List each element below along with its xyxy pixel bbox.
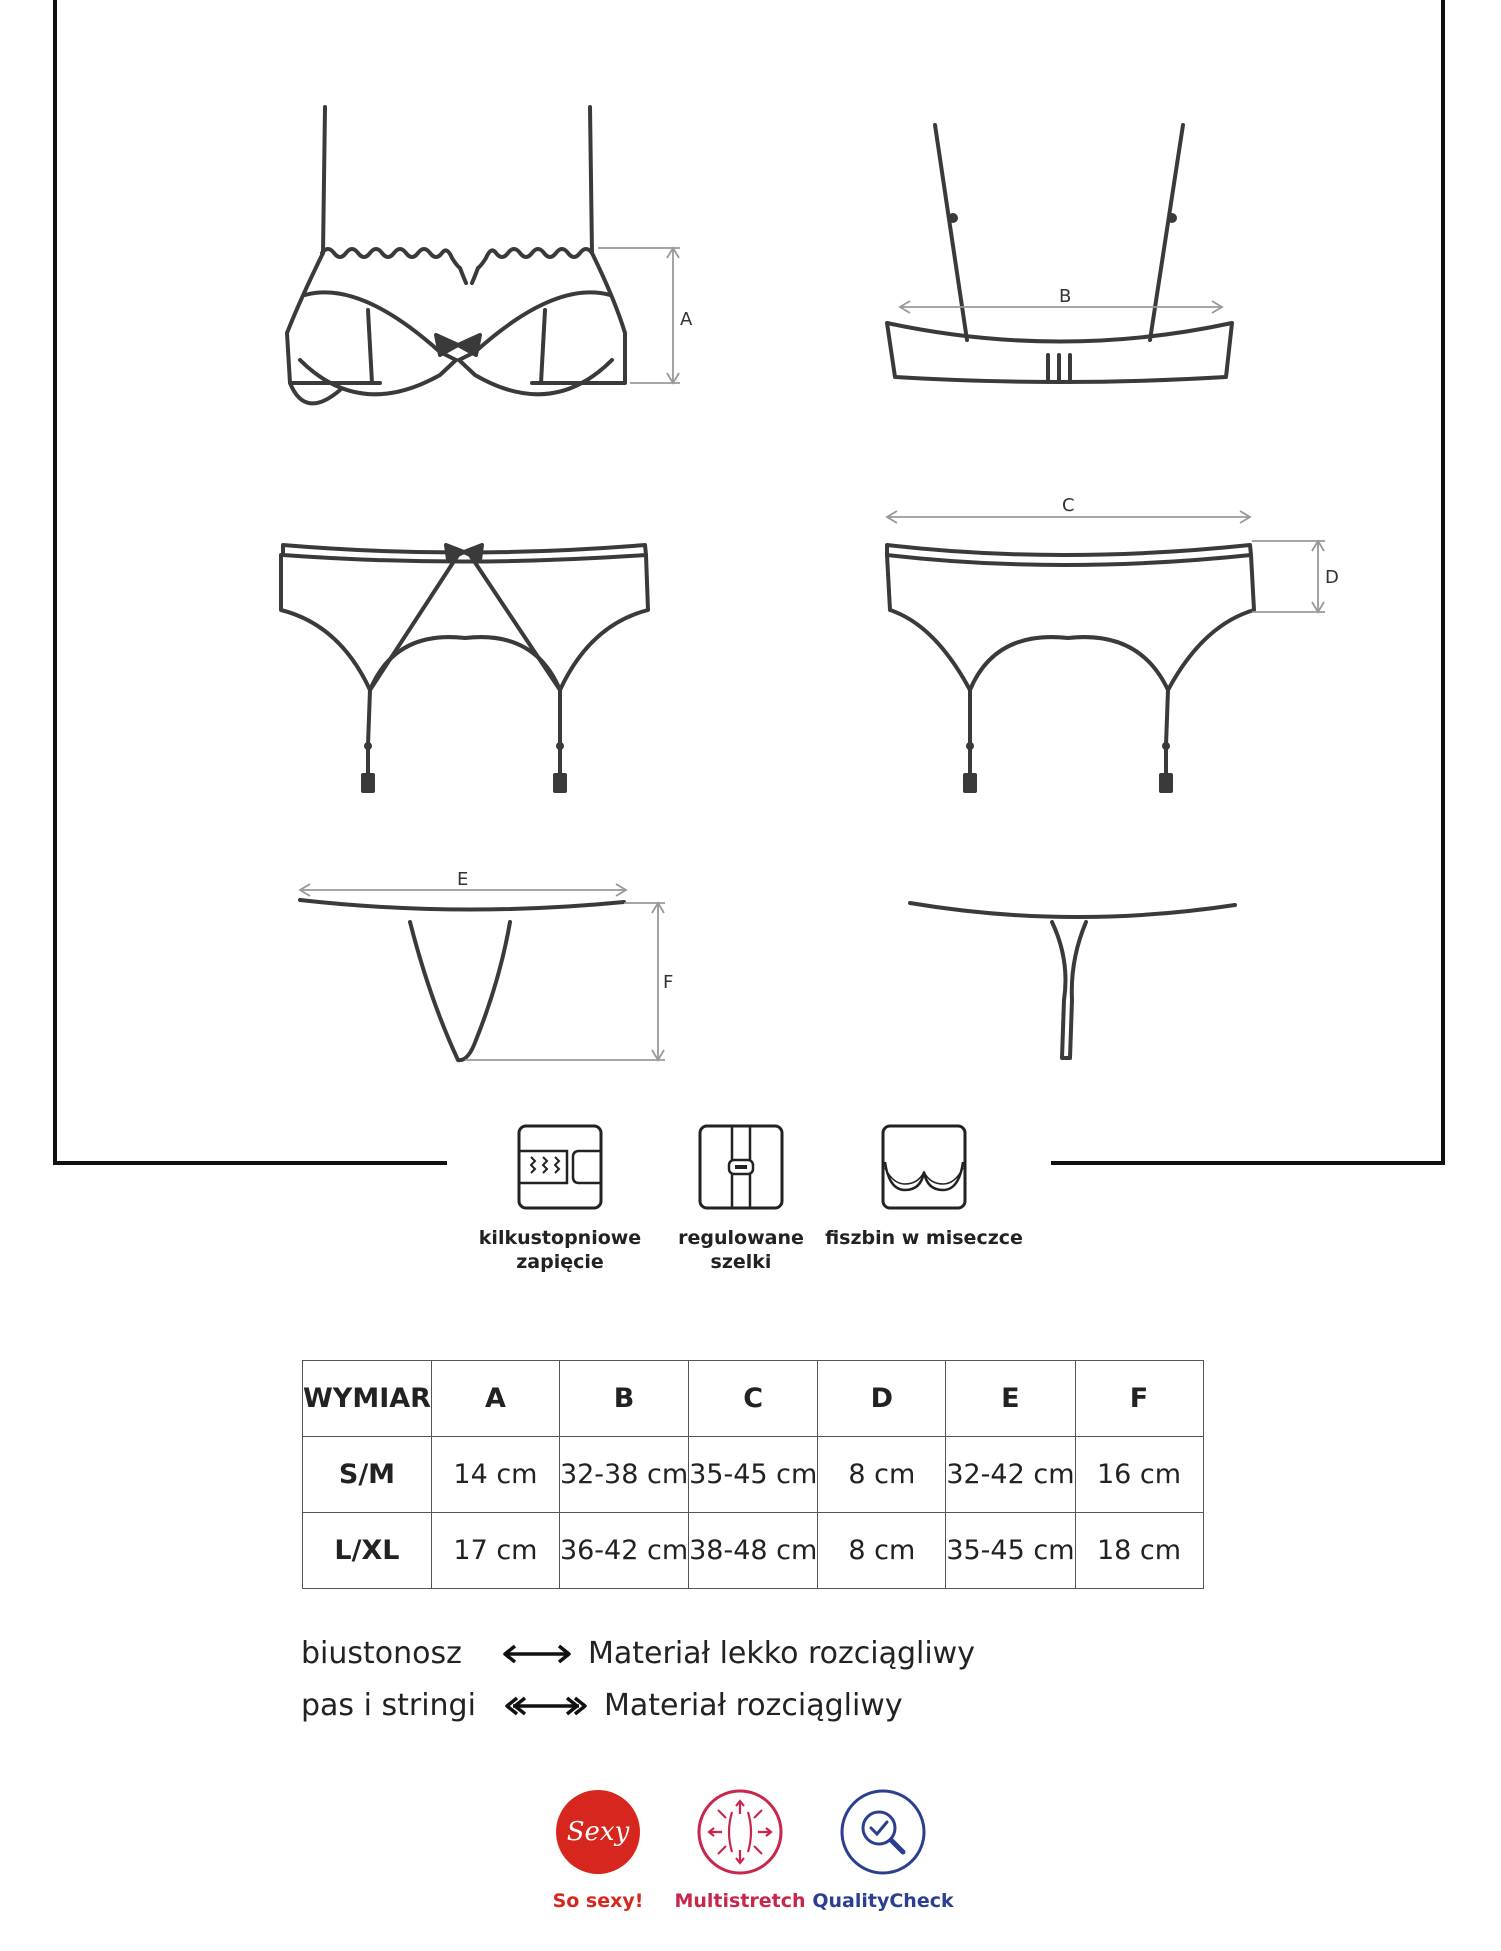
table-size-cell: L/XL (303, 1513, 432, 1589)
feature-label-line1: fiszbin w miseczce (825, 1227, 1023, 1249)
table-row (303, 1513, 1204, 1589)
feature-label-line1: kilkustopniowe (478, 1227, 642, 1249)
size-table (302, 1360, 1204, 1589)
table-cell: 18 cm (1075, 1513, 1203, 1589)
adjustable-strap-icon (698, 1124, 784, 1210)
feature-multi-hook-clasp (460, 1124, 660, 1274)
table-cell: 14 cm (431, 1437, 559, 1513)
table-row (303, 1437, 1204, 1513)
thong-front-drawing (300, 900, 624, 1060)
garter-clip-right (555, 775, 565, 791)
badge-label: QualityCheck (812, 1890, 954, 1912)
table-header-cell: F (1075, 1361, 1203, 1437)
table-cell: 35-45 cm (946, 1513, 1075, 1589)
legend-item-label: pas i stringi (301, 1688, 476, 1723)
table-cell: 17 cm (431, 1513, 559, 1589)
badge-so-sexy (518, 1788, 678, 1912)
dimension-e-label: E (457, 869, 469, 890)
bra-back-drawing (887, 125, 1232, 382)
dimension-a-label: A (680, 309, 693, 330)
sexy-icon-text: Sexy (566, 1817, 630, 1847)
legend-item-label: biustonosz (301, 1636, 462, 1671)
bra-bow (436, 335, 480, 355)
frame-border-right (1051, 0, 1443, 1163)
legend-description: Materiał lekko rozciągliwy (588, 1636, 975, 1671)
table-header-cell: WYMIAR (303, 1361, 432, 1437)
table-size-cell: S/M (303, 1437, 432, 1513)
table-header-cell: A (431, 1361, 559, 1437)
stretch-arrow-icon (503, 1694, 589, 1718)
frame-border (55, 0, 447, 1163)
feature-label-line1: regulowane (678, 1227, 804, 1249)
table-cell: 32-38 cm (559, 1437, 688, 1513)
garter-bow-front (446, 545, 482, 560)
thong-back-drawing (910, 903, 1235, 1058)
bra-front-drawing (287, 107, 625, 403)
multi-hook-clasp-icon (517, 1124, 603, 1210)
dimension-f-label: F (663, 972, 674, 993)
table-cell: 36-42 cm (559, 1513, 688, 1589)
dimension-d-label: D (1325, 567, 1339, 588)
table-cell: 8 cm (818, 1437, 946, 1513)
table-header-cell: B (559, 1361, 688, 1437)
garter-ring-dot (556, 742, 564, 750)
badge-multistretch (660, 1788, 820, 1912)
dimension-c-label: C (1062, 495, 1075, 516)
table-header-row (303, 1361, 1204, 1437)
garter-clip-left (363, 775, 373, 791)
table-cell: 38-48 cm (689, 1513, 818, 1589)
feature-label-line2: zapięcie (516, 1251, 604, 1273)
table-cell: 8 cm (818, 1513, 946, 1589)
table-cell: 32-42 cm (946, 1437, 1075, 1513)
quality-check-icon (839, 1788, 927, 1876)
table-header-cell: C (689, 1361, 818, 1437)
underwire-icon (881, 1124, 967, 1210)
garter-ring-dot (364, 742, 372, 750)
table-cell: 35-45 cm (689, 1437, 818, 1513)
light-stretch-arrow-icon (501, 1642, 573, 1666)
dimension-b-label: B (1059, 286, 1072, 307)
table-header-cell: E (946, 1361, 1075, 1437)
feature-adjustable-straps (641, 1124, 841, 1274)
garter-ring-dot (1162, 742, 1170, 750)
feature-label-line2: szelki (710, 1251, 772, 1273)
badge-label: So sexy! (552, 1890, 644, 1912)
garter-belt-back-drawing (887, 545, 1254, 780)
table-cell: 16 cm (1075, 1437, 1203, 1513)
garter-back-clip-left (965, 775, 975, 791)
badge-quality-check (803, 1788, 963, 1912)
garter-ring-dot (966, 742, 974, 750)
sexy-icon (554, 1788, 642, 1876)
strap-slider-dot (1167, 213, 1177, 223)
strap-slider-dot (948, 213, 958, 223)
multistretch-icon (696, 1788, 784, 1876)
badge-label: Multistretch (674, 1890, 806, 1912)
garter-belt-front-drawing (281, 545, 648, 780)
legend-description: Materiał rozciągliwy (604, 1688, 903, 1723)
dimension-d-line (1252, 541, 1325, 612)
garter-back-clip-right (1161, 775, 1171, 791)
feature-underwire (824, 1124, 1024, 1250)
table-header-cell: D (818, 1361, 946, 1437)
